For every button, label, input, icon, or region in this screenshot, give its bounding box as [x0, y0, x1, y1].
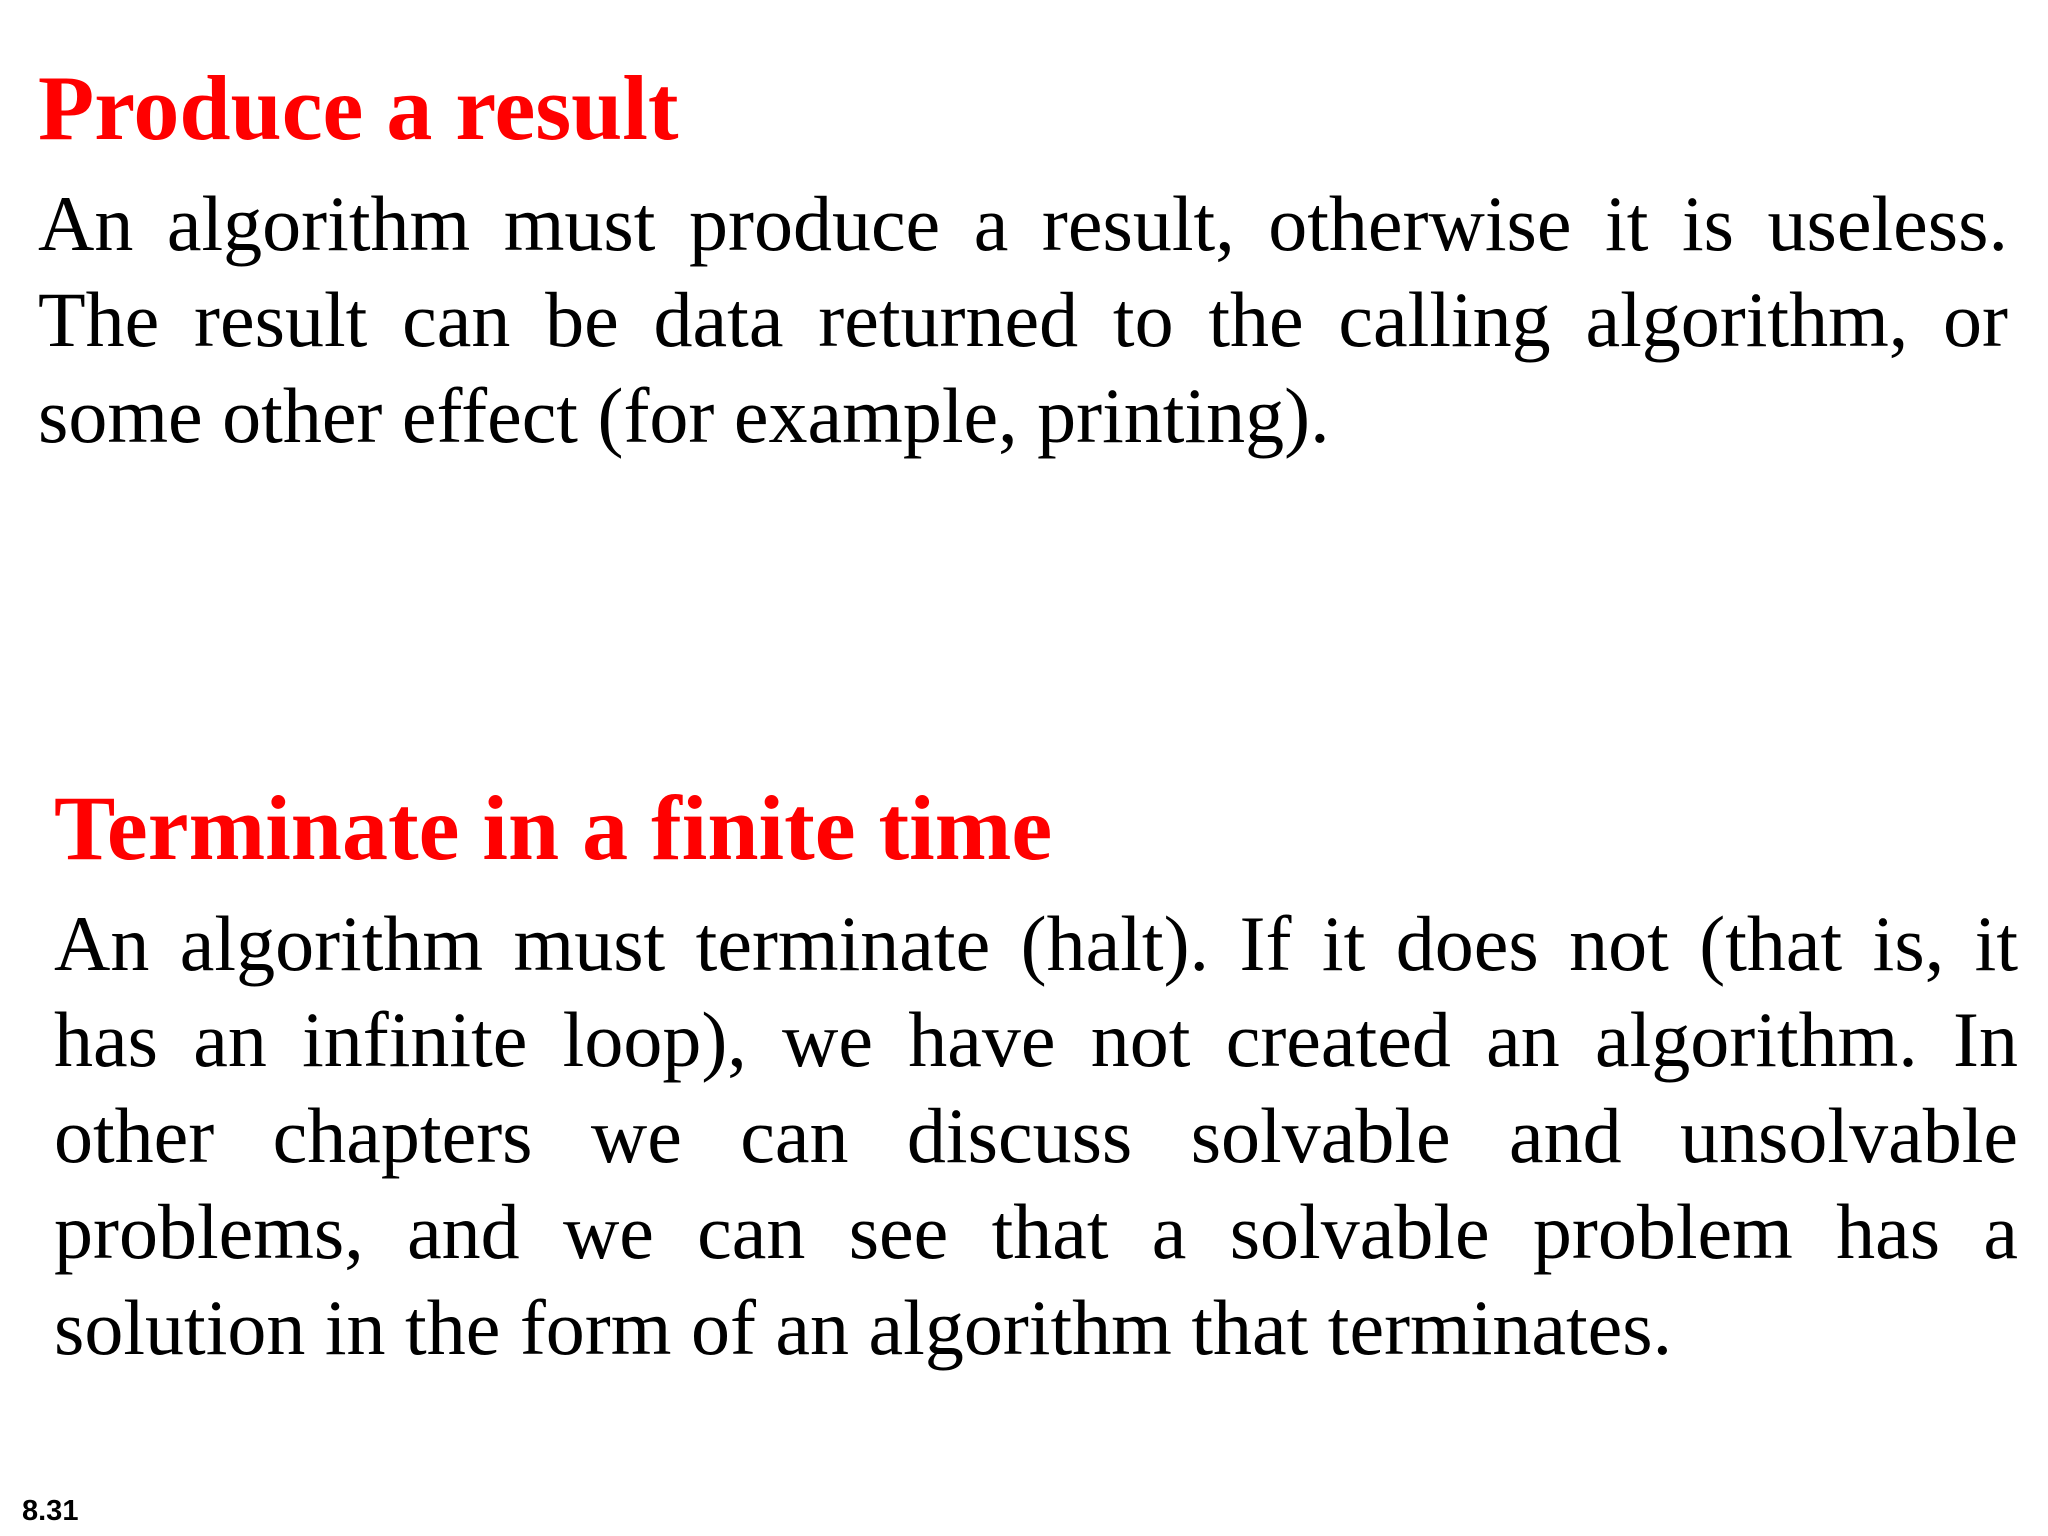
section-heading-produce-result: Produce a result [38, 57, 679, 159]
section-body-terminate-finite-time: An algorithm must terminate (halt). If it does not (that is, it has an infinite loop), we have not created an algorithm. In other chapters we can discuss solvable and unsolvable problems, and we can see that a solvable problem has a solution in the form of an algorithm that terminates. [54, 900, 2018, 1371]
page-number: 8.31 [22, 1495, 79, 1527]
section-body-produce-result: An algorithm must produce a result, otherwise it is useless. The result can be data returned to the calling algorithm, or some other effect (for example, printing). [38, 180, 2008, 459]
section-heading-terminate-finite-time: Terminate in a finite time [54, 777, 1053, 879]
